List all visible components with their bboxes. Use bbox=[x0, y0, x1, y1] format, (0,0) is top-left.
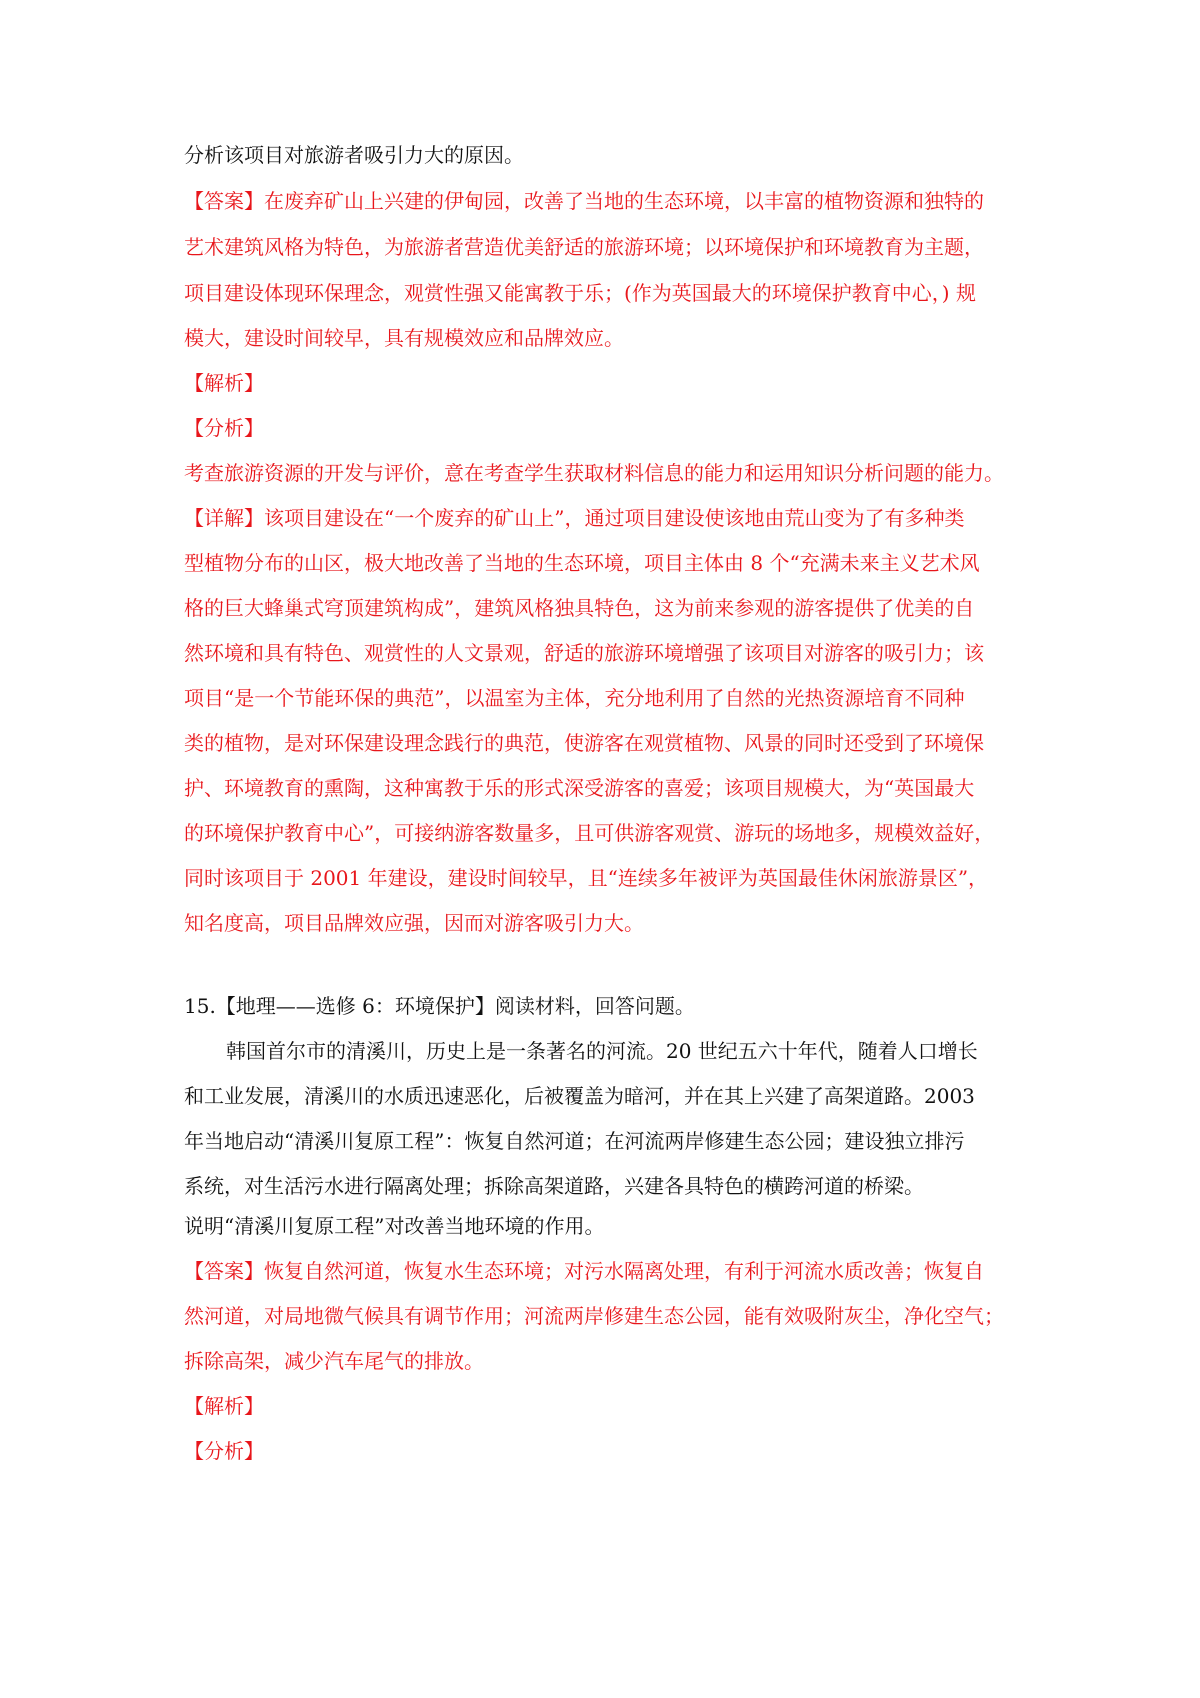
detail-line-4: 然环境和具有特色、观赏性的人文景观，舒适的旅游环境增强了该项目对游客的吸引力；该 bbox=[184, 641, 984, 665]
analysis-text: 考查旅游资源的开发与评价，意在考查学生获取材料信息的能力和运用知识分析问题的能力。 bbox=[184, 461, 1004, 485]
material-line-4: 系统，对生活污水进行隔离处理；拆除高架道路，兴建各具特色的横跨河道的桥梁。 bbox=[184, 1174, 924, 1198]
answer-line-4: 模大，建设时间较早，具有规模效应和品牌效应。 bbox=[184, 326, 624, 350]
detail-line-3: 格的巨大蜂巢式穹顶建筑构成”，建筑风格独具特色，这为前来参观的游客提供了优美的自 bbox=[184, 596, 975, 620]
detail-line-2: 型植物分布的山区，极大地改善了当地的生态环境，项目主体由 8 个“充满未来主义艺术风 bbox=[184, 551, 980, 575]
answer-line-1: 【答案】在废弃矿山上兴建的伊甸园，改善了当地的生态环境，以丰富的植物资源和独特的 bbox=[184, 189, 984, 213]
answer-15-line-3: 拆除高架，减少汽车尾气的排放。 bbox=[184, 1349, 484, 1373]
answer-15-line-2: 然河道，对局地微气候具有调节作用；河流两岸修建生态公园，能有效吸附灰尘，净化空气； bbox=[184, 1304, 1004, 1328]
detail-line-7: 护、环境教育的熏陶，这种寓教于乐的形式深受游客的喜爱；该项目规模大，为“英国最大 bbox=[184, 776, 975, 800]
jiexi-15-label: 【解析】 bbox=[184, 1394, 264, 1418]
question-15-prompt: 说明“清溪川复原工程”对改善当地环境的作用。 bbox=[184, 1214, 605, 1238]
material-line-3: 年当地启动“清溪川复原工程”：恢复自然河道；在河流两岸修建生态公园；建设独立排污 bbox=[184, 1129, 965, 1153]
answer-15-line-1: 【答案】恢复自然河道，恢复水生态环境；对污水隔离处理，有利于河流水质改善；恢复自 bbox=[184, 1259, 984, 1283]
detail-line-8: 的环境保护教育中心”，可接纳游客数量多，且可供游客观赏、游玩的场地多，规模效益好， bbox=[184, 821, 995, 845]
detail-line-6: 类的植物，是对环保建设理念践行的典范，使游客在观赏植物、风景的同时还受到了环境保 bbox=[184, 731, 984, 755]
answer-line-3: 项目建设体现环保理念，观赏性强又能寓教于乐；(作为英国最大的环境保护教育中心，) 规 bbox=[184, 281, 976, 305]
detail-line-1: 【详解】该项目建设在“一个废弃的矿山上”，通过项目建设使该地由荒山变为了有多种类 bbox=[184, 506, 965, 530]
fenxi-label: 【分析】 bbox=[184, 416, 264, 440]
detail-line-9: 同时该项目于 2001 年建设，建设时间较早，且“连续多年被评为英国最佳休闲旅游景区”， bbox=[184, 866, 989, 890]
material-line-2: 和工业发展，清溪川的水质迅速恶化，后被覆盖为暗河，并在其上兴建了高架道路。2003 bbox=[184, 1084, 975, 1108]
fenxi-15-label: 【分析】 bbox=[184, 1439, 264, 1463]
question-15-title: 15.【地理——选修 6：环境保护】阅读材料，回答问题。 bbox=[184, 994, 695, 1018]
detail-line-5: 项目“是一个节能环保的典范”，以温室为主体，充分地利用了自然的光热资源培育不同种 bbox=[184, 686, 965, 710]
material-line-1: 韩国首尔市的清溪川，历史上是一条著名的河流。20 世纪五六十年代，随着人口增长 bbox=[226, 1039, 978, 1063]
answer-line-2: 艺术建筑风格为特色，为旅游者营造优美舒适的旅游环境；以环境保护和环境教育为主题， bbox=[184, 235, 984, 259]
jiexi-label: 【解析】 bbox=[184, 371, 264, 395]
question-tail: 分析该项目对旅游者吸引力大的原因。 bbox=[184, 143, 524, 167]
detail-line-10: 知名度高，项目品牌效应强，因而对游客吸引力大。 bbox=[184, 911, 644, 935]
